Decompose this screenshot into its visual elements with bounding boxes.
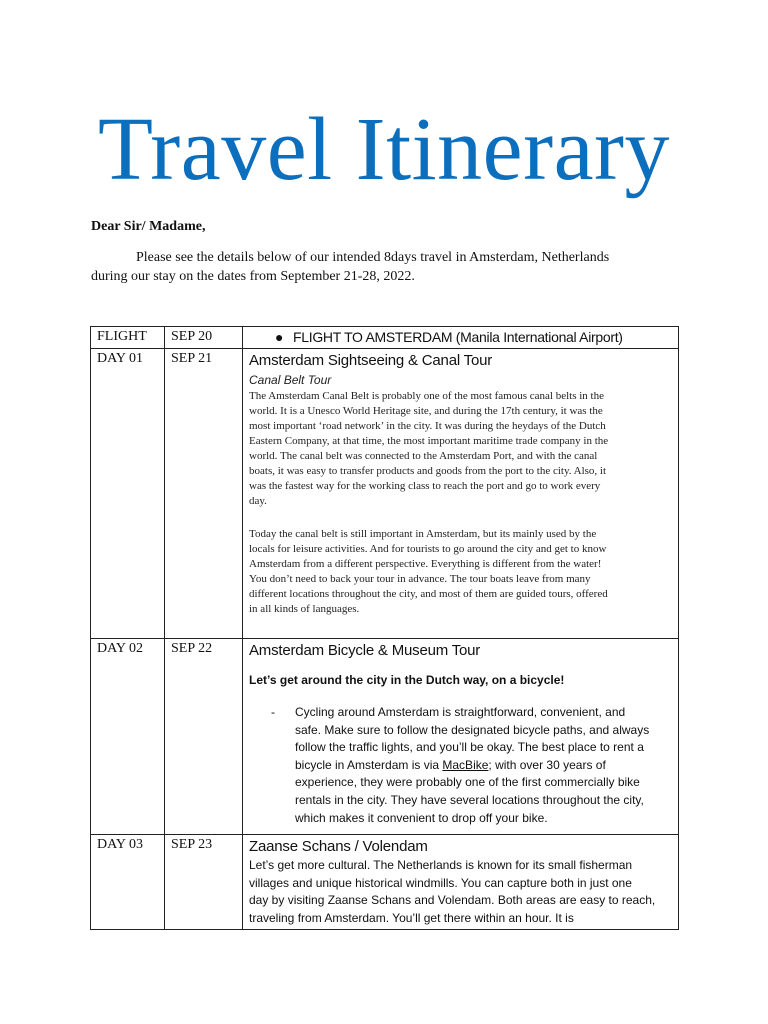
row-date: SEP 20 [165,327,243,349]
macbike-link[interactable]: MacBike [442,757,489,772]
row-content-flight [243,327,679,349]
row-content-day-03 [243,835,679,930]
para-line: locals for leisure activities. And for tourists to go around the city and get to know [249,543,607,555]
row-label: FLIGHT [91,327,165,349]
para-line: traveling from Amsterdam. You’ll get there within an hour. It is [249,910,574,925]
dash-marker: - [271,705,275,719]
day-paragraph [249,857,672,927]
item-line: Cycling around Amsterdam is straightforward, convenient, and [295,705,626,719]
intro-line-1: Please see the details below of our intended 8days travel in Amsterdam, Netherlands [136,250,610,265]
table-row-day-03 [91,835,679,930]
day-heading: Amsterdam Sightseeing & Canal Tour [249,352,493,369]
item-line: which makes it convenient to drop off your bike. [295,810,548,825]
item-line: bicycle in Amsterdam is via MacBike; with over 30 years of [295,757,606,772]
table-row-flight [91,327,679,349]
row-content-day-01 [243,349,679,639]
row-content-day-02 [243,639,679,835]
row-date: SEP 21 [165,349,243,639]
flight-heading: FLIGHT TO AMSTERDAM (Manila International Airport) [293,329,623,345]
item-line: safe. Make sure to follow the designated bicycle paths, and always [295,722,650,737]
para-line: Today the canal belt is still important in Amsterdam, but its mainly used by the [249,528,597,540]
para-line: Eastern Company, at that time, the most important maritime trade company in the [249,435,609,447]
item-line: follow the traffic lights, and you’ll be okay. The best place to rent a [295,740,644,755]
item-line: rentals in the city. They have several locations throughout the city, [295,792,644,807]
para-line: The Amsterdam Canal Belt is probably one of the most famous canal belts in the [249,390,604,402]
para-line: villages and unique historical windmills. You can capture both in just one [249,875,632,890]
day-subtitle: Canal Belt Tour [249,373,332,387]
bullet-icon: ● [275,329,284,345]
para-line: was the fastest way for the working class to reach the port and go to work every [249,480,601,492]
para-line: boats, it was easy to transfer products and goods from the port to the city. Also, it [249,465,607,477]
salutation: Dear Sir/ Madame, [91,219,206,234]
row-date: SEP 23 [165,835,243,930]
para-line: different locations throughout the city, and most of them are guided tours, offered [249,588,608,600]
itinerary-table [90,326,679,930]
day-heading: Amsterdam Bicycle & Museum Tour [249,642,481,659]
para-line: world. The canal belt was connected to the Amsterdam Port, and with the canal [249,450,598,462]
para-line: day. [249,495,267,507]
intro-line-2: during our stay on the dates from September 21-28, 2022. [91,269,415,284]
para-line: Let’s get more cultural. The Netherlands is known for its small fisherman [249,858,633,872]
intro-paragraph [91,248,651,286]
row-date: SEP 22 [165,639,243,835]
para-line: Amsterdam from a different perspective. Everything is different from the water! [249,558,602,570]
document-title: Travel Itinerary [98,100,670,199]
row-label: DAY 03 [91,835,165,930]
list-item [249,704,672,827]
para-line: most important ‘road network’ in the city. It was during the heydays of the Dutch [249,420,606,432]
item-line: experience, they were probably one of the first commercially bike [295,775,640,790]
row-label: DAY 02 [91,639,165,835]
day-bold-line: Let’s get around the city in the Dutch way, on a bicycle! [249,673,565,687]
row-label: DAY 01 [91,349,165,639]
para-line: world. It is a Unesco World Heritage site, and during the 17th century, it was the [249,405,603,417]
day-paragraph-2 [249,527,672,617]
para-line: day by visiting Zaanse Schans and Volendam. Both areas are easy to reach, [249,893,656,908]
para-line: You don’t need to back your tour in advance. The tour boats leave from many [249,573,591,585]
day-paragraph-1 [249,389,672,509]
table-row-day-02 [91,639,679,835]
day-heading: Zaanse Schans / Volendam [249,838,428,855]
table-row-day-01 [91,349,679,639]
para-line: in all kinds of languages. [249,603,360,615]
